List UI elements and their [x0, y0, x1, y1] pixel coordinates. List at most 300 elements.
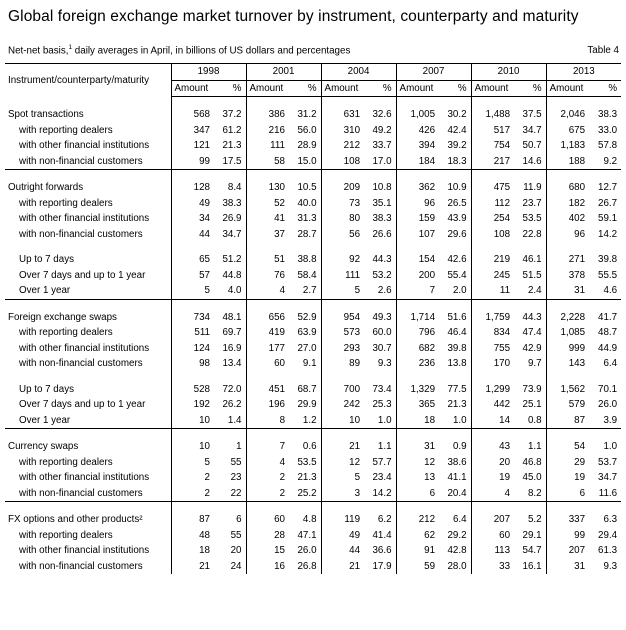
percent-cell: 26.5 [447, 197, 467, 209]
amount-cell: 119 [321, 512, 365, 528]
percent-cell: 23.4 [372, 472, 392, 483]
amount-cell: 143 [546, 356, 590, 372]
percent-cell: 32.6 [372, 109, 392, 120]
percent-cell: 53.5 [297, 456, 317, 468]
percent-cell: 51.6 [447, 311, 467, 323]
percent-cell: 42.9 [522, 342, 542, 354]
row-label: with non-financial customers [19, 155, 143, 167]
table-row [5, 543, 621, 559]
column-header-year: 2004 [321, 64, 396, 81]
percent-cell: 23.7 [522, 197, 542, 209]
amount-cell: 49 [321, 528, 365, 544]
percent-cell: 2.7 [302, 285, 317, 296]
column-header-year: 1998 [171, 64, 246, 81]
percent-cell: 63.9 [297, 327, 317, 338]
amount-cell: 2,046 [546, 107, 590, 123]
amount-cell: 21 [321, 439, 365, 455]
amount-cell: 96 [396, 196, 440, 212]
amount-cell: 87 [171, 512, 215, 528]
column-header-amount: Amount [396, 80, 440, 97]
percent-cell: 1.4 [227, 414, 242, 426]
amount-cell: 1,299 [471, 382, 515, 398]
amount-cell: 10 [171, 439, 215, 455]
percent-cell: 5.2 [527, 514, 542, 525]
percent-cell: 11.6 [598, 487, 618, 499]
turnover-table [5, 63, 621, 574]
percent-cell: 48.1 [222, 311, 242, 323]
amount-cell: 5 [171, 283, 215, 299]
amount-cell: 51 [246, 252, 290, 268]
percent-cell: 41.4 [372, 529, 392, 541]
percent-cell: 39.8 [447, 342, 467, 354]
percent-cell: 52.9 [297, 311, 317, 323]
amount-cell: 579 [546, 397, 590, 413]
percent-cell: 39.8 [598, 254, 618, 265]
amount-cell: 999 [546, 341, 590, 357]
spacer-row [5, 97, 621, 108]
row-label: Over 1 year [19, 414, 71, 426]
percent-cell: 14.2 [372, 487, 392, 499]
table-row [5, 196, 621, 212]
amount-cell: 1,183 [546, 138, 590, 154]
amount-cell: 10 [171, 413, 215, 429]
amount-cell: 2 [171, 486, 215, 502]
amount-cell: 10 [321, 413, 365, 429]
amount-cell: 378 [546, 268, 590, 284]
row-label: Up to 7 days [19, 383, 75, 395]
amount-cell: 5 [171, 455, 215, 471]
percent-cell: 21.3 [447, 399, 467, 410]
row-label: with reporting dealers [19, 124, 113, 136]
percent-cell: 22.8 [522, 228, 542, 240]
percent-cell: 29.4 [598, 529, 618, 541]
percent-cell: 14.6 [522, 155, 542, 167]
percent-cell: 1.0 [452, 414, 467, 426]
column-header-amount: Amount [546, 80, 590, 97]
percent-cell: 45.0 [522, 472, 542, 483]
percent-cell: 23 [230, 472, 242, 483]
percent-cell: 40.0 [297, 197, 317, 209]
amount-cell: 196 [246, 397, 290, 413]
amount-cell: 65 [171, 252, 215, 268]
percent-cell: 26.7 [598, 197, 618, 209]
amount-cell: 7 [396, 283, 440, 299]
table-row-category [5, 310, 621, 326]
table-row [5, 382, 621, 398]
column-header-percent: % [590, 80, 621, 97]
percent-cell: 10.8 [372, 182, 392, 193]
row-label: with other financial institutions [19, 545, 150, 556]
percent-cell: 57.7 [372, 456, 392, 468]
amount-cell: 177 [246, 341, 290, 357]
row-label: Outright forwards [8, 182, 84, 193]
row-label: Foreign exchange swaps [8, 311, 117, 323]
percent-cell: 1.0 [603, 441, 618, 452]
row-label: Over 7 days and up to 1 year [19, 269, 146, 281]
percent-cell: 42.4 [447, 124, 467, 136]
amount-cell: 4 [246, 455, 290, 471]
percent-cell: 55 [230, 456, 242, 468]
percent-cell: 6.3 [603, 514, 618, 525]
amount-cell: 60 [471, 528, 515, 544]
percent-cell: 37.2 [222, 109, 242, 120]
amount-cell: 6 [546, 486, 590, 502]
amount-cell: 656 [246, 310, 290, 326]
amount-cell: 33 [471, 559, 515, 575]
percent-cell: 26.6 [372, 228, 392, 240]
spacer-row [5, 242, 621, 252]
percent-cell: 46.8 [522, 456, 542, 468]
amount-cell: 254 [471, 211, 515, 227]
amount-cell: 394 [396, 138, 440, 154]
percent-cell: 25.1 [522, 399, 542, 410]
row-label: FX options and other products² [8, 514, 143, 525]
amount-cell: 236 [396, 356, 440, 372]
percent-cell: 41.7 [598, 311, 618, 323]
amount-cell: 41 [246, 211, 290, 227]
percent-cell: 0.6 [302, 441, 317, 452]
amount-cell: 18 [171, 543, 215, 559]
amount-cell: 57 [171, 268, 215, 284]
percent-cell: 1.0 [377, 414, 392, 426]
percent-cell: 17.5 [222, 155, 242, 167]
table-row [5, 268, 621, 284]
percent-cell: 34.7 [598, 472, 618, 483]
percent-cell: 9.1 [302, 358, 317, 369]
amount-cell: 99 [171, 154, 215, 170]
percent-cell: 46.1 [522, 254, 542, 265]
percent-cell: 49.2 [372, 124, 392, 136]
amount-cell: 217 [471, 154, 515, 170]
column-header-amount: Amount [471, 80, 515, 97]
amount-cell: 159 [396, 211, 440, 227]
percent-cell: 28.9 [297, 140, 317, 151]
column-header-percent: % [290, 80, 321, 97]
percent-cell: 26.8 [297, 560, 317, 572]
column-header-percent: % [215, 80, 246, 97]
amount-cell: 8 [246, 413, 290, 429]
amount-cell: 44 [171, 227, 215, 243]
amount-cell: 96 [546, 227, 590, 243]
percent-cell: 70.1 [598, 383, 618, 395]
amount-cell: 4 [471, 486, 515, 502]
amount-cell: 89 [321, 356, 365, 372]
amount-cell: 124 [171, 341, 215, 357]
amount-cell: 170 [471, 356, 515, 372]
row-label: Over 7 days and up to 1 year [19, 399, 146, 410]
row-label: with non-financial customers [19, 487, 143, 499]
percent-cell: 61.3 [598, 545, 618, 556]
amount-cell: 1,005 [396, 107, 440, 123]
amount-cell: 573 [321, 325, 365, 341]
amount-cell: 60 [246, 356, 290, 372]
percent-cell: 35.1 [372, 197, 392, 209]
percent-cell: 51.5 [522, 269, 542, 281]
amount-cell: 11 [471, 283, 515, 299]
percent-cell: 33.7 [372, 140, 392, 151]
table-row [5, 123, 621, 139]
amount-cell: 680 [546, 180, 590, 196]
amount-cell: 154 [396, 252, 440, 268]
percent-cell: 16.9 [222, 342, 242, 354]
amount-cell: 1,329 [396, 382, 440, 398]
percent-cell: 24 [230, 560, 242, 572]
table-row [5, 154, 621, 170]
column-header-amount: Amount [246, 80, 290, 97]
percent-cell: 31.2 [297, 109, 317, 120]
percent-cell: 44.3 [372, 254, 392, 265]
row-label: Spot transactions [8, 109, 84, 120]
footnote-marker: 1 [68, 44, 73, 51]
amount-cell: 14 [471, 413, 515, 429]
amount-cell: 34 [171, 211, 215, 227]
amount-cell: 44 [321, 543, 365, 559]
table-row [5, 528, 621, 544]
percent-cell: 13.8 [447, 358, 467, 369]
amount-cell: 111 [246, 138, 290, 154]
row-label: with reporting dealers [19, 327, 113, 338]
amount-cell: 475 [471, 180, 515, 196]
percent-cell: 47.4 [522, 327, 542, 338]
percent-cell: 20.4 [447, 487, 467, 499]
percent-cell: 30.7 [372, 342, 392, 354]
percent-cell: 44.9 [598, 342, 618, 354]
amount-cell: 113 [471, 543, 515, 559]
table-row [5, 413, 621, 429]
percent-cell: 34.7 [222, 228, 242, 240]
amount-cell: 1,759 [471, 310, 515, 326]
percent-cell: 4.6 [603, 285, 618, 296]
percent-cell: 59.1 [598, 213, 618, 224]
amount-cell: 6 [396, 486, 440, 502]
percent-cell: 56.0 [297, 124, 317, 136]
percent-cell: 29.6 [447, 228, 467, 240]
percent-cell: 51.2 [222, 254, 242, 265]
percent-cell: 26.9 [222, 213, 242, 224]
amount-cell: 310 [321, 123, 365, 139]
amount-cell: 48 [171, 528, 215, 544]
amount-cell: 184 [396, 154, 440, 170]
percent-cell: 73.9 [522, 383, 542, 395]
table-number: Table 4 [587, 45, 619, 56]
percent-cell: 2.4 [527, 285, 542, 296]
percent-cell: 26.0 [297, 545, 317, 556]
percent-cell: 8.4 [227, 182, 242, 193]
amount-cell: 2 [171, 470, 215, 486]
row-label: with non-financial customers [19, 358, 143, 369]
amount-cell: 111 [321, 268, 365, 284]
amount-cell: 734 [171, 310, 215, 326]
percent-cell: 36.6 [372, 545, 392, 556]
table-row [5, 283, 621, 299]
amount-cell: 56 [321, 227, 365, 243]
percent-cell: 1.1 [527, 441, 542, 452]
amount-cell: 60 [246, 512, 290, 528]
amount-cell: 796 [396, 325, 440, 341]
amount-cell: 212 [396, 512, 440, 528]
amount-cell: 3 [321, 486, 365, 502]
percent-cell: 6.4 [452, 514, 467, 525]
amount-cell: 12 [321, 455, 365, 471]
amount-cell: 80 [321, 211, 365, 227]
column-header-percent: % [515, 80, 546, 97]
amount-cell: 37 [246, 227, 290, 243]
percent-cell: 10.5 [297, 182, 317, 193]
percent-cell: 27.0 [297, 342, 317, 354]
percent-cell: 29.2 [447, 529, 467, 541]
amount-cell: 426 [396, 123, 440, 139]
percent-cell: 11.9 [523, 182, 542, 193]
table-row [5, 252, 621, 268]
amount-cell: 245 [471, 268, 515, 284]
amount-cell: 31 [546, 559, 590, 575]
amount-cell: 21 [171, 559, 215, 575]
amount-cell: 755 [471, 341, 515, 357]
percent-cell: 55.4 [447, 269, 467, 281]
amount-cell: 31 [396, 439, 440, 455]
percent-cell: 14.2 [598, 228, 618, 240]
percent-cell: 9.3 [377, 358, 392, 369]
column-header-percent: % [440, 80, 471, 97]
percent-cell: 6.2 [377, 514, 392, 525]
percent-cell: 38.6 [447, 456, 467, 468]
percent-cell: 61.2 [222, 124, 242, 136]
amount-cell: 386 [246, 107, 290, 123]
amount-cell: 16 [246, 559, 290, 575]
table-row [5, 138, 621, 154]
amount-cell: 207 [471, 512, 515, 528]
percent-cell: 16.1 [522, 560, 542, 572]
percent-cell: 9.2 [603, 155, 618, 167]
amount-cell: 362 [396, 180, 440, 196]
percent-cell: 18.3 [447, 155, 467, 167]
table-row [5, 356, 621, 372]
amount-cell: 212 [321, 138, 365, 154]
row-label: with other financial institutions [19, 213, 150, 224]
percent-cell: 42.6 [447, 254, 467, 265]
amount-cell: 347 [171, 123, 215, 139]
amount-cell: 19 [546, 470, 590, 486]
percent-cell: 50.7 [522, 140, 542, 151]
percent-cell: 49.3 [372, 311, 392, 323]
amount-cell: 108 [471, 227, 515, 243]
table-row-category [5, 512, 621, 528]
percent-cell: 29.9 [297, 399, 317, 410]
amount-cell: 700 [321, 382, 365, 398]
percent-cell: 38.3 [598, 109, 618, 120]
column-header-amount: Amount [171, 80, 215, 97]
percent-cell: 43.9 [447, 213, 467, 224]
percent-cell: 53.2 [372, 269, 392, 281]
percent-cell: 4.8 [302, 514, 317, 525]
amount-cell: 76 [246, 268, 290, 284]
row-label: Over 1 year [19, 285, 71, 296]
table-row [5, 397, 621, 413]
percent-cell: 37.5 [522, 109, 542, 120]
amount-cell: 5 [321, 470, 365, 486]
percent-cell: 0.9 [452, 441, 467, 452]
row-label: Currency swaps [8, 441, 79, 452]
amount-cell: 954 [321, 310, 365, 326]
column-header-year: 2001 [246, 64, 321, 81]
percent-cell: 3.9 [603, 414, 618, 426]
amount-cell: 293 [321, 341, 365, 357]
amount-cell: 754 [471, 138, 515, 154]
amount-cell: 91 [396, 543, 440, 559]
amount-cell: 18 [396, 413, 440, 429]
row-label: with reporting dealers [19, 529, 113, 541]
percent-cell: 1.1 [377, 441, 392, 452]
amount-cell: 242 [321, 397, 365, 413]
spacer-row [5, 170, 621, 181]
amount-cell: 2 [246, 470, 290, 486]
amount-cell: 15 [246, 543, 290, 559]
column-header-year: 2013 [546, 64, 621, 81]
amount-cell: 4 [246, 283, 290, 299]
percent-cell: 44.3 [522, 311, 542, 323]
percent-cell: 54.7 [522, 545, 542, 556]
amount-cell: 682 [396, 341, 440, 357]
amount-cell: 271 [546, 252, 590, 268]
amount-cell: 58 [246, 154, 290, 170]
amount-cell: 92 [321, 252, 365, 268]
percent-cell: 34.7 [522, 124, 542, 136]
amount-cell: 219 [471, 252, 515, 268]
table-row [5, 486, 621, 502]
percent-cell: 53.5 [522, 213, 542, 224]
amount-cell: 29 [546, 455, 590, 471]
percent-cell: 53.7 [598, 456, 618, 468]
table-row [5, 211, 621, 227]
percent-cell: 77.5 [447, 383, 467, 395]
amount-cell: 28 [246, 528, 290, 544]
table-row [5, 455, 621, 471]
spacer-row [5, 429, 621, 440]
row-label: with reporting dealers [19, 197, 113, 209]
percent-cell: 69.7 [222, 327, 242, 338]
percent-cell: 31.3 [297, 213, 317, 224]
amount-cell: 13 [396, 470, 440, 486]
table-row [5, 559, 621, 575]
percent-cell: 33.0 [598, 124, 618, 136]
table-subtitle [8, 44, 350, 56]
percent-cell: 38.3 [372, 213, 392, 224]
amount-cell: 419 [246, 325, 290, 341]
amount-cell: 200 [396, 268, 440, 284]
amount-cell: 49 [171, 196, 215, 212]
amount-cell: 98 [171, 356, 215, 372]
amount-cell: 87 [546, 413, 590, 429]
percent-cell: 38.8 [297, 254, 317, 265]
percent-cell: 17.9 [372, 560, 392, 572]
amount-cell: 216 [246, 123, 290, 139]
percent-cell: 15.0 [297, 155, 317, 167]
row-label: with reporting dealers [19, 456, 113, 468]
subtitle-rest: daily averages in April, in billions of US dollars and percentages [72, 45, 351, 57]
table-row [5, 325, 621, 341]
percent-cell: 55.5 [598, 269, 618, 281]
percent-cell: 20 [230, 545, 242, 556]
amount-cell: 59 [396, 559, 440, 575]
percent-cell: 68.7 [297, 383, 317, 395]
amount-cell: 1,562 [546, 382, 590, 398]
amount-cell: 511 [171, 325, 215, 341]
amount-cell: 1,085 [546, 325, 590, 341]
percent-cell: 2.0 [452, 285, 467, 296]
percent-cell: 1.2 [302, 414, 317, 426]
amount-cell: 207 [546, 543, 590, 559]
subtitle-lead: Net-net basis, [8, 45, 69, 57]
